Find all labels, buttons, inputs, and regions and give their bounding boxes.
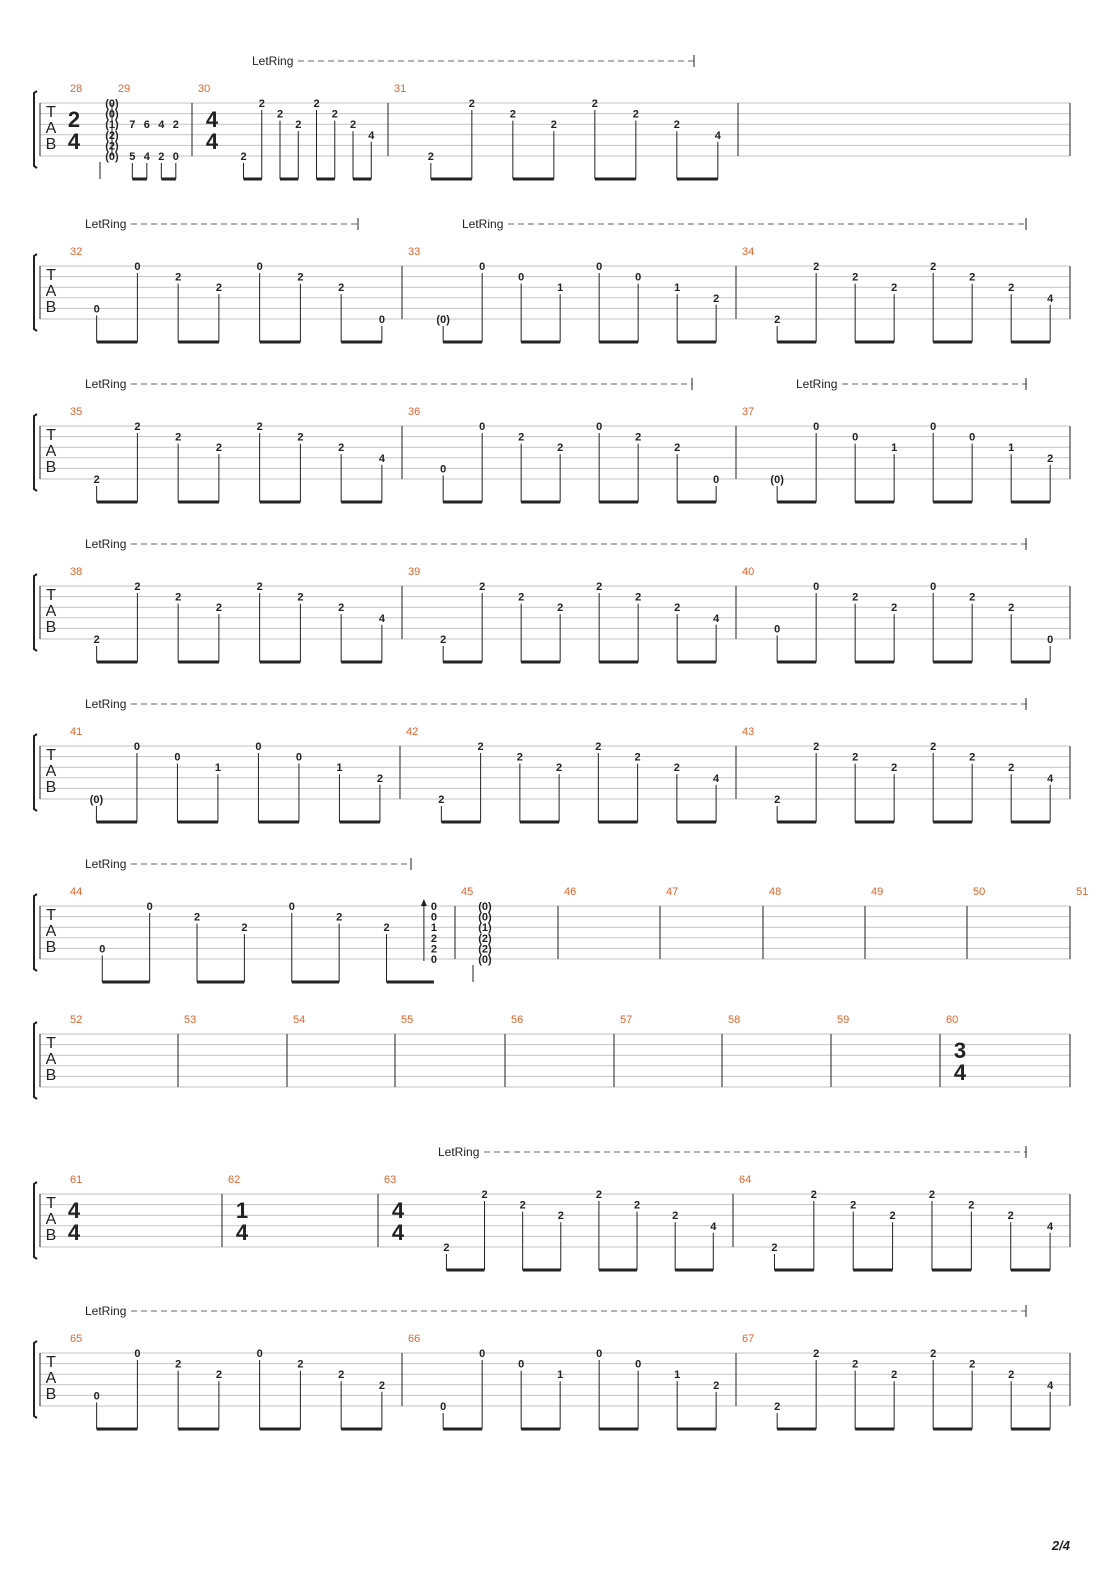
fret-number: (0) [478, 954, 492, 966]
fret-number: 2 [930, 1348, 937, 1360]
fret-number: 2 [93, 474, 100, 486]
fret-number: 2 [134, 581, 141, 593]
fret-number: 2 [193, 911, 201, 924]
fret-number: 0 [813, 421, 820, 433]
fret-number: 2 [172, 119, 179, 132]
tab-clef-letter: A [45, 923, 57, 940]
tab-clef-letter: A [45, 763, 57, 780]
fret-number: 5 [129, 151, 136, 163]
fret-number: 2 [674, 442, 681, 455]
fret-number: 2 [256, 581, 263, 593]
fret-number: 0 [256, 261, 263, 273]
let-ring-label: LetRing [85, 857, 127, 871]
fret-number: 2 [427, 151, 434, 163]
fret-number: 2 [331, 108, 338, 121]
time-signature-bottom: 4 [953, 1060, 967, 1085]
fret-number: 2 [969, 751, 976, 764]
fret-number: 2 [891, 282, 898, 295]
fret-number: 2 [1008, 762, 1015, 775]
fret-number: 2 [175, 431, 182, 444]
fret-number: 0 [133, 741, 140, 753]
fret-number: 2 [336, 911, 343, 924]
fret-number: 1 [336, 762, 343, 775]
fret-number: 2 [635, 591, 642, 604]
fret-number: 0 [93, 1390, 100, 1403]
fret-number: 2 [215, 1369, 222, 1382]
system-bracket [34, 574, 37, 651]
fret-number: 2 [771, 1242, 778, 1254]
tab-clef-letter: A [45, 603, 57, 620]
tab-clef-letter: B [45, 299, 57, 316]
fret-number: 4 [1047, 292, 1054, 305]
measure-number: 50 [973, 886, 986, 898]
fret-number: 2 [438, 794, 445, 806]
fret-number: 0 [479, 261, 486, 273]
fret-number: 2 [634, 751, 641, 764]
fret-number: (0) [436, 314, 450, 326]
fret-number: 2 [215, 282, 222, 295]
fret-number: 6 [143, 119, 150, 132]
fret-number: 4 [1047, 772, 1054, 785]
let-ring-label: LetRing [85, 1304, 127, 1318]
time-signature-bottom: 4 [205, 129, 219, 154]
measure-number: 57 [620, 1014, 633, 1026]
fret-number: 0 [930, 581, 937, 593]
fret-number: 2 [852, 271, 859, 284]
tab-clef-letter: A [45, 1051, 57, 1068]
tab-clef-letter: B [45, 1227, 57, 1244]
fret-number: 2 [813, 741, 820, 753]
fret-number: 2 [889, 1210, 896, 1223]
fret-number: 2 [479, 581, 486, 593]
fret-number: 0 [378, 314, 385, 326]
fret-number: 1 [557, 282, 564, 295]
fret-number: 2 [850, 1199, 857, 1212]
system-bracket [34, 1341, 37, 1418]
fret-number: (2) [105, 140, 119, 153]
measure-number: 39 [408, 566, 421, 578]
fret-number: 2 [509, 108, 516, 121]
fret-number: 2 [215, 602, 222, 615]
fret-number: 2 [891, 602, 898, 615]
fret-number: 2 [258, 98, 265, 110]
fret-number: 1 [1008, 442, 1015, 455]
tab-clef-letter: B [45, 1067, 57, 1084]
tab-clef-letter: B [45, 619, 57, 636]
fret-number: 0 [172, 151, 179, 163]
fret-number: 4 [714, 129, 721, 142]
time-signature-bottom: 4 [391, 1220, 405, 1245]
fret-number: (1) [105, 119, 119, 132]
measure-number: 64 [739, 1174, 752, 1186]
fret-number: 2 [557, 602, 564, 615]
fret-number: 2 [969, 271, 976, 284]
fret-number: 2 [158, 151, 165, 163]
time-signature-top: 4 [205, 107, 219, 132]
measure-number: 61 [70, 1174, 83, 1186]
fret-number: 2 [852, 751, 859, 764]
fret-number: 2 [969, 1358, 976, 1371]
tab-clef-letter: A [45, 443, 57, 460]
measure-number: 66 [408, 1333, 421, 1345]
fret-number: 0 [99, 943, 106, 956]
fret-number: 2 [175, 591, 182, 604]
system-bracket [34, 1182, 37, 1259]
tab-clef-letter: B [45, 1386, 57, 1403]
fret-number: 1 [891, 442, 898, 455]
measure-number: 63 [384, 1174, 397, 1186]
fret-number: 0 [430, 954, 437, 966]
measure-number: 37 [742, 406, 755, 418]
fret-number: 2 [518, 431, 525, 444]
fret-number: 0 [713, 474, 720, 486]
let-ring-label: LetRing [85, 377, 127, 391]
measure-number: 44 [70, 886, 83, 898]
fret-number: 2 [477, 741, 484, 753]
measure-number: 49 [871, 886, 884, 898]
page-number: 2/4 [1051, 1538, 1070, 1553]
measure-number: 31 [394, 83, 407, 95]
let-ring-label: LetRing [85, 697, 127, 711]
fret-number: 2 [134, 421, 141, 433]
fret-number: 0 [174, 751, 181, 764]
measure-number: 62 [228, 1174, 241, 1186]
fret-number: 2 [852, 1358, 859, 1371]
measure-number: 58 [728, 1014, 741, 1026]
fret-number: 0 [852, 431, 859, 444]
fret-number: 2 [1008, 1369, 1015, 1382]
fret-number: 2 [440, 634, 447, 646]
tab-clef-letter: T [46, 267, 56, 284]
tab-clef-letter: T [46, 427, 56, 444]
fret-number: 2 [774, 314, 781, 326]
let-ring-label: LetRing [438, 1145, 480, 1159]
system-bracket [34, 91, 37, 168]
fret-number: 0 [440, 463, 447, 476]
fret-number: 2 [297, 1358, 304, 1371]
fret-number: 2 [175, 1358, 182, 1371]
system-bracket [34, 734, 37, 811]
fret-number: 0 [295, 751, 302, 764]
time-signature-top: 4 [67, 1198, 81, 1223]
fret-number: 4 [378, 452, 385, 465]
fret-number: 0 [256, 1348, 263, 1360]
fret-number: 2 [241, 922, 248, 935]
let-ring-label: LetRing [462, 217, 504, 231]
fret-number: 0 [518, 1358, 525, 1371]
fret-number: 2 [378, 1379, 385, 1392]
time-signature-bottom: 4 [235, 1220, 249, 1245]
fret-number: 4 [1047, 1220, 1054, 1233]
fret-number: 1 [214, 762, 221, 775]
fret-number: 0 [969, 431, 976, 444]
measure-number: 36 [408, 406, 421, 418]
fret-number: (0) [105, 151, 119, 163]
fret-number: (0) [478, 901, 492, 913]
measure-number: 53 [184, 1014, 197, 1026]
measure-number: 54 [293, 1014, 306, 1026]
measure-number: 40 [742, 566, 755, 578]
fret-number: 2 [175, 271, 182, 284]
fret-number: 2 [557, 1210, 564, 1223]
fret-number: 2 [1008, 282, 1015, 295]
fret-number: 2 [633, 1199, 641, 1212]
measure-number: 32 [70, 246, 83, 258]
fret-number: (2) [478, 932, 492, 945]
fret-number: 0 [255, 741, 262, 753]
fret-number: 0 [518, 271, 525, 284]
fret-number: 2 [635, 431, 642, 444]
fret-number: 4 [368, 129, 375, 142]
tab-clef-letter: A [45, 1211, 57, 1228]
fret-number: 0 [430, 911, 437, 924]
fret-number: 0 [134, 261, 141, 273]
fret-number: 4 [710, 1220, 717, 1233]
fret-number: (1) [478, 922, 492, 935]
fret-number: 0 [1047, 634, 1054, 646]
fret-number: 2 [338, 282, 345, 295]
fret-number: 2 [774, 794, 781, 806]
fret-number: 2 [596, 581, 603, 593]
fret-number: (0) [478, 911, 492, 924]
fret-number: 2 [349, 119, 357, 132]
time-signature-bottom: 4 [67, 1220, 81, 1245]
measure-number: 43 [742, 726, 755, 738]
tab-clef-letter: T [46, 587, 56, 604]
fret-number: 2 [518, 591, 525, 604]
tab-clef-letter: T [46, 747, 56, 764]
fret-number: (2) [478, 943, 492, 956]
measure-number: 48 [769, 886, 782, 898]
fret-number: 2 [215, 442, 222, 455]
measure-number: 47 [666, 886, 679, 898]
fret-number: 2 [430, 943, 437, 956]
time-signature-top: 2 [67, 107, 81, 132]
fret-number: 2 [481, 1189, 488, 1201]
fret-number: 0 [930, 421, 937, 433]
fret-number: 4 [713, 612, 720, 625]
fret-number: 2 [930, 261, 937, 273]
measure-number: 51 [1076, 886, 1089, 898]
fret-number: 2 [313, 98, 320, 110]
fret-number: 2 [383, 922, 390, 935]
time-signature-top: 4 [391, 1198, 405, 1223]
system-bracket [34, 1022, 37, 1099]
fret-number: (0) [105, 108, 119, 121]
fret-number: 2 [672, 1210, 679, 1223]
let-ring-label: LetRing [85, 537, 127, 551]
fret-number: 2 [891, 1369, 898, 1382]
fret-number: 2 [632, 108, 639, 121]
fret-number: 0 [813, 581, 820, 593]
fret-number: 0 [774, 623, 781, 636]
fret-number: 2 [930, 741, 937, 753]
fret-number: 2 [468, 98, 475, 110]
fret-number: 0 [596, 421, 603, 433]
fret-number: 2 [556, 762, 563, 775]
fret-number: 0 [288, 901, 295, 913]
measure-number: 35 [70, 406, 83, 418]
fret-number: 2 [595, 1189, 602, 1201]
fret-number: 2 [550, 119, 557, 132]
fret-number: 0 [146, 901, 153, 913]
fret-number: 2 [338, 1369, 345, 1382]
fret-number: 2 [1007, 1210, 1014, 1223]
measure-number: 33 [408, 246, 421, 258]
measure-number: 67 [742, 1333, 755, 1345]
fret-number: 2 [810, 1189, 817, 1201]
fret-number: 2 [813, 1348, 820, 1360]
fret-number: 2 [256, 421, 263, 433]
fret-number: 2 [430, 932, 437, 945]
fret-number: 2 [1008, 602, 1015, 615]
measure-number: 34 [742, 246, 755, 258]
fret-number: 1 [674, 1369, 681, 1382]
tab-clef-letter: T [46, 104, 56, 121]
fret-number: 2 [713, 292, 720, 305]
fret-number: (2) [105, 129, 119, 142]
fret-number: 0 [440, 1401, 447, 1413]
fret-number: 2 [813, 261, 820, 273]
fret-number: 2 [519, 1199, 526, 1212]
measure-number: 59 [837, 1014, 850, 1026]
fret-number: 2 [297, 431, 304, 444]
fret-number: 2 [673, 762, 680, 775]
fret-number: 0 [635, 1358, 642, 1371]
fret-number: (0) [770, 474, 784, 486]
tab-clef-letter: A [45, 1370, 57, 1387]
fret-number: 2 [673, 119, 680, 132]
tab-clef-letter: A [45, 283, 57, 300]
fret-number: 4 [713, 772, 720, 785]
fret-number: 2 [928, 1189, 936, 1201]
fret-number: 2 [297, 591, 304, 604]
tab-clef-letter: T [46, 1354, 56, 1371]
measure-number: 45 [461, 886, 474, 898]
fret-number: 0 [430, 901, 437, 913]
measure-number: 56 [511, 1014, 524, 1026]
fret-number: 2 [891, 762, 898, 775]
tab-clef-letter: B [45, 136, 57, 153]
measure-number: 46 [564, 886, 577, 898]
fret-number: 2 [713, 1379, 720, 1392]
let-ring-label: LetRing [85, 217, 127, 231]
measure-number: 60 [946, 1014, 959, 1026]
tab-clef-letter: A [45, 120, 57, 137]
fret-number: 2 [338, 602, 345, 615]
fret-number: 0 [596, 261, 603, 273]
measure-number: 30 [198, 83, 211, 95]
fret-number: 2 [595, 741, 602, 753]
let-ring-label: LetRing [252, 54, 294, 68]
fret-number: 0 [134, 1348, 141, 1360]
fret-number: 2 [338, 442, 345, 455]
fret-number: 2 [297, 271, 304, 284]
time-signature-bottom: 4 [67, 129, 81, 154]
fret-number: 0 [635, 271, 642, 284]
strum-arrowhead [421, 899, 427, 906]
tab-clef-letter: B [45, 779, 57, 796]
time-signature-top: 3 [953, 1038, 967, 1063]
fret-number: 2 [376, 772, 383, 785]
fret-number: 2 [240, 151, 247, 163]
fret-number: 2 [1047, 452, 1054, 465]
system-bracket [34, 254, 37, 331]
fret-number: 2 [276, 108, 284, 121]
fret-number: 2 [591, 98, 598, 110]
fret-number: 2 [93, 634, 100, 646]
fret-number: (0) [105, 98, 119, 110]
let-ring-label: LetRing [796, 377, 838, 391]
fret-number: 0 [479, 421, 486, 433]
fret-number: 2 [557, 442, 564, 455]
tab-clef-letter: B [45, 459, 57, 476]
fret-number: 2 [968, 1199, 975, 1212]
fret-number: 4 [143, 151, 150, 163]
fret-number: 7 [129, 119, 136, 132]
measure-number: 55 [401, 1014, 414, 1026]
fret-number: 1 [557, 1369, 564, 1382]
fret-number: 1 [674, 282, 681, 295]
fret-number: 2 [443, 1242, 450, 1254]
fret-number: 2 [516, 751, 523, 764]
system-bracket [34, 414, 37, 491]
measure-number: 41 [70, 726, 83, 738]
fret-number: 2 [774, 1401, 781, 1413]
fret-number: 1 [430, 922, 437, 935]
measure-number: 29 [118, 83, 131, 95]
fret-number: 2 [295, 119, 302, 132]
measure-number: 52 [70, 1014, 83, 1026]
system-bracket [34, 894, 37, 971]
tab-clef-letter: B [45, 939, 57, 956]
tab-clef-letter: T [46, 1195, 56, 1212]
tab-clef-letter: T [46, 907, 56, 924]
measure-number: 42 [406, 726, 419, 738]
fret-number: 0 [93, 303, 100, 316]
measure-number: 38 [70, 566, 83, 578]
fret-number: 0 [479, 1348, 486, 1360]
fret-number: 4 [158, 119, 165, 132]
fret-number: 4 [1047, 1379, 1054, 1392]
time-signature-top: 1 [235, 1198, 249, 1223]
fret-number: 2 [674, 602, 681, 615]
fret-number: (0) [89, 794, 104, 806]
tab-clef-letter: T [46, 1035, 56, 1052]
measure-number: 28 [70, 83, 83, 95]
fret-number: 0 [596, 1348, 603, 1360]
measure-number: 65 [70, 1333, 83, 1345]
fret-number: 2 [852, 591, 859, 604]
fret-number: 2 [969, 591, 976, 604]
fret-number: 4 [378, 612, 385, 625]
